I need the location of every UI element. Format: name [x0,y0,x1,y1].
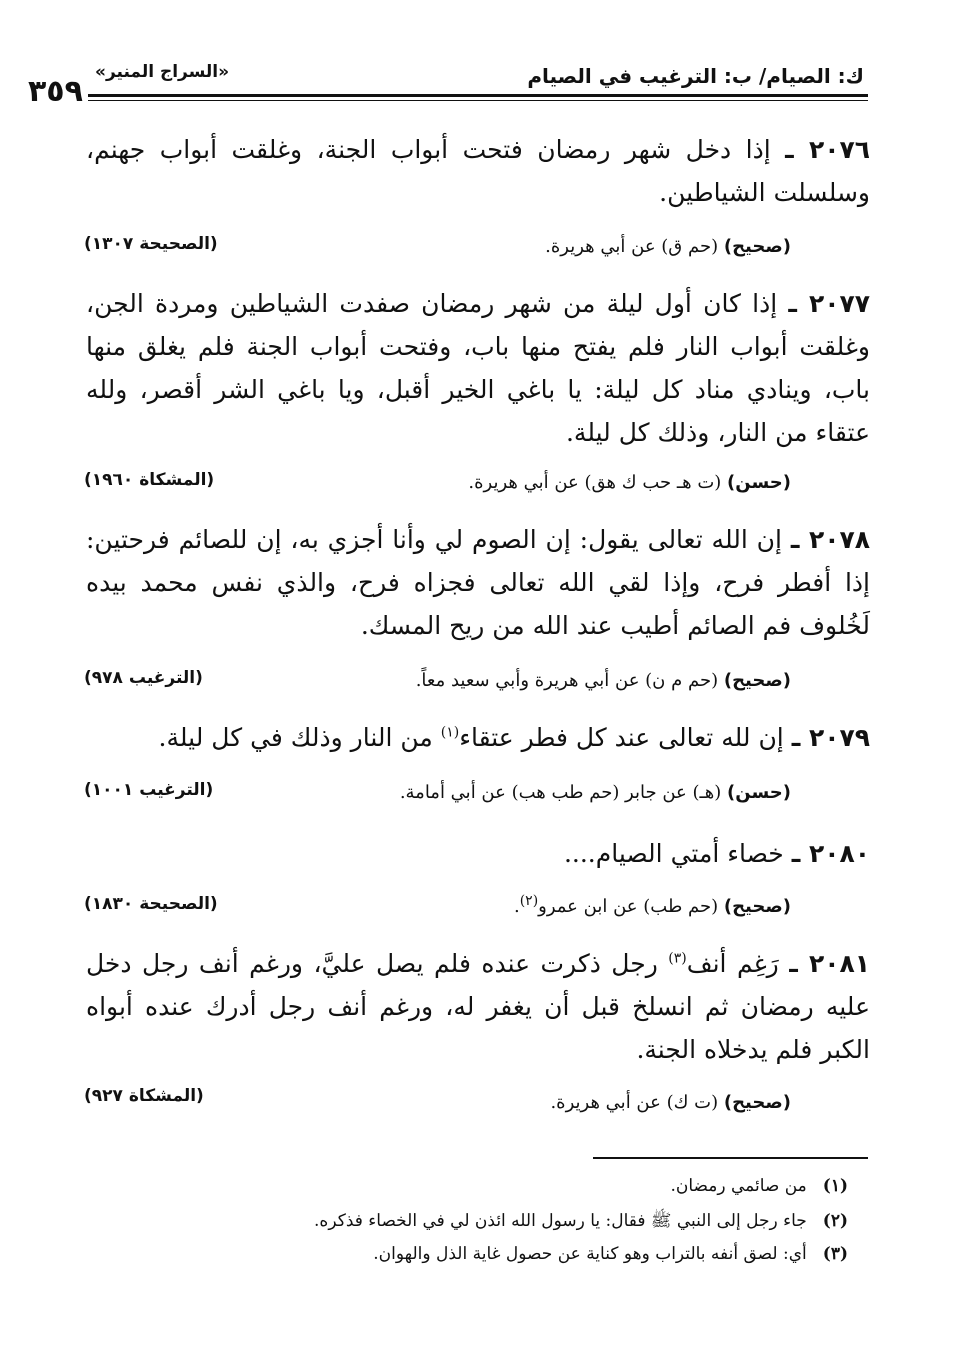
reference: (المشكاة ٩٢٧) [84,1086,204,1106]
hadith-grade-line [545,236,791,257]
hadith-grade-line [513,893,791,917]
hadith-number: ٢٠٨٠ ـ [791,839,870,868]
hadith-2078 [86,518,870,647]
footnote-number: (٣) [822,1244,848,1264]
grade-label: (صحيح) [723,896,791,917]
hadith-text: خصاء أمتي الصيام.... [563,839,784,868]
reference: (الترغيب ١٠٠١) [84,780,214,800]
footnote-text: أي: لصق أنفه بالتراب وهو كناية عن حصول غاية الذل والهوان. [373,1244,807,1264]
hadith-2077 [86,282,870,454]
source-label: (ت هـ حب ك هق) عن أبي هريرة. [468,472,722,493]
reference: (الترغيب ٩٧٨) [84,668,203,688]
book-title: «السراج المنير» [95,62,230,82]
header-rule-thin [88,100,868,101]
hadith-grade-line [400,782,791,803]
hadith-2076 [86,128,870,214]
chapter-heading: ك: الصيام/ ب: الترغيب في الصيام [527,64,864,88]
footnote-2 [314,1210,848,1235]
reference: (المشكاة ١٩٦٠) [84,470,215,490]
source-label: (ت ك) عن أبي هريرة. [550,1092,719,1113]
footnote-number: (١) [822,1176,848,1196]
grade-label: (صحيح) [723,670,791,691]
hadith-grade-line [468,472,791,493]
footnote-marker[interactable]: (٣) [668,950,687,967]
hadith-number: ٢٠٧٩ ـ [791,723,870,752]
hadith-text: إن الله تعالى يقول: إن الصوم لي وأنا أجزي به، إن للصائم فرحتين: إذا أفطر فرح، وإذا لقي الله تعالى فجزاه فرح، والذي نفس محمد بيده لَخُلوف فم الصائم أطيب عند الله من ريح المسك. [86,525,870,640]
hadith-text: رَغِم أنف [686,949,779,978]
grade-label: (صحيح) [723,1092,791,1113]
footnote-3 [373,1244,848,1264]
hadith-text: إذا كان أول ليلة من شهر رمضان صفدت الشياطين ومردة الجن، وغلقت أبواب النار فلم يفتح منها باب، وفتحت أبواب الجنة فلم يغلق منها باب، وينادي مناد كل ليلة: يا باغي الخير أقبل، ويا باغي الشر أقصر، ولله عتقاء من النار، وذلك كل ليلة. [86,289,870,447]
grade-label: (حسن) [727,782,791,803]
hadith-2081 [86,942,870,1071]
grade-label: (صحيح) [723,236,791,257]
hadith-number: ٢٠٧٨ ـ [790,525,871,554]
hadith-text-cont: من النار وذلك في كل ليلة. [158,723,441,752]
header-rule [88,94,868,97]
source-end: . [513,896,520,917]
hadith-grade-line [416,670,791,691]
hadith-text-cont: رجل ذكرت عنده فلم يصل عليَّ، ورغم أنف رجل دخل عليه رمضان ثم انسلخ قبل أن يغفر له، ورغم أنف رجل أدرك عنده أبواه الكبر فلم يدخلاه الجنة. [86,949,870,1064]
grade-label: (حسن) [727,472,791,493]
hadith-number: ٢٠٧٧ ـ [788,289,870,318]
hadith-text: إذا دخل شهر رمضان فتحت أبواب الجنة، وغلقت أبواب جهنم، وسلسلت الشياطين. [86,135,870,207]
footnote-text: جاء رجل إلى النبي ﷺ فقال: يا رسول الله ائذن لي في الخصاء فذكره. [314,1211,807,1231]
source-label: (حم طب) عن ابن عمرو [538,896,719,917]
reference: (الصحيحة ١٣٠٧) [84,234,218,254]
reference: (الصحيحة ١٨٣٠) [84,894,218,914]
footnote-number: (٢) [822,1211,848,1231]
source-label: (هـ) عن جابر (حم طب هب) عن أبي أمامة. [399,782,722,803]
footnote-marker[interactable]: (٢) [519,893,539,909]
hadith-text: إن لله تعالى عند كل فطر عتقاء [459,723,784,752]
page-number: ٣٥٩ [28,74,83,109]
footnote-rule [593,1157,868,1159]
footnote-marker[interactable]: (١) [440,724,460,741]
hadith-2079 [86,716,870,759]
footnote-text: من صائمي رمضان. [670,1176,807,1196]
footnote-1 [670,1176,848,1196]
source-label: (حم م ن) عن أبي هريرة وأبي سعيد معاً. [415,670,719,691]
hadith-number: ٢٠٨١ ـ [789,949,871,978]
hadith-grade-line [550,1092,791,1113]
source-label: (حم ق) عن أبي هريرة. [545,236,719,257]
hadith-2080 [86,832,870,875]
hadith-number: ٢٠٧٦ ـ [785,135,871,164]
